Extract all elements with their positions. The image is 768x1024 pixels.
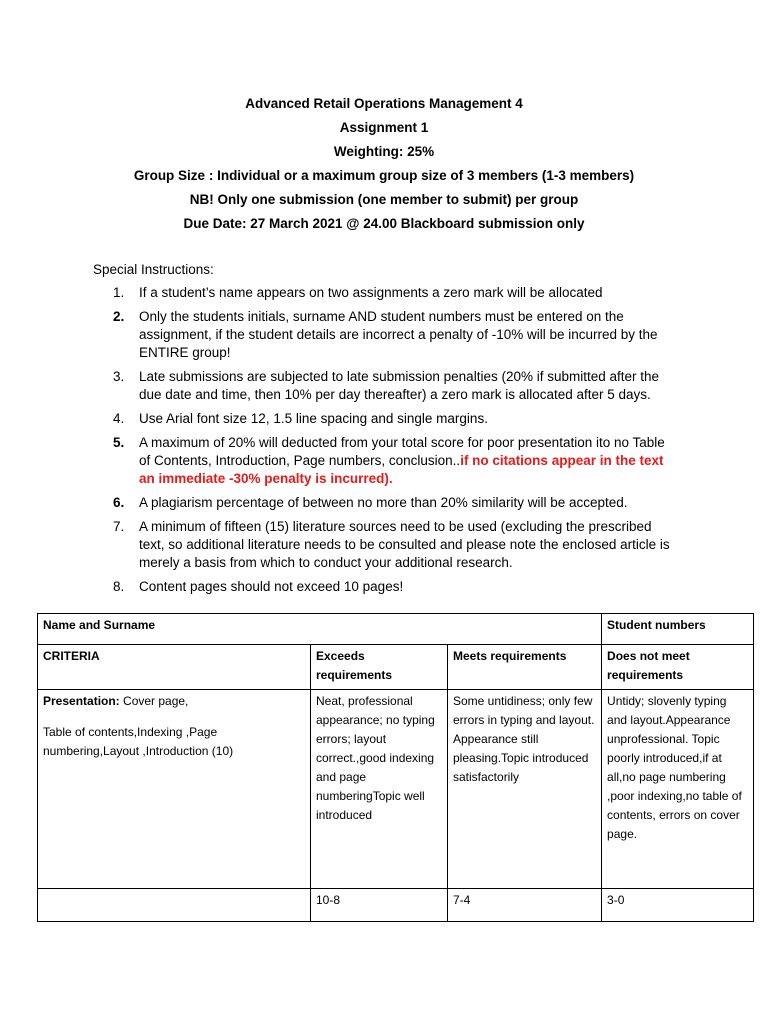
instruction-item [113, 368, 673, 404]
not-meet-description: Untidy; slovenly typing and layout.Appearance unprofessional. Topic poorly introduced,if at all,no page numbering ,poor indexing,no table of contents, errors on cover page. [602, 690, 754, 889]
due-date: Due Date: 27 March 2021 @ 24.00 Blackboard submission only [183, 216, 585, 231]
instruction-item [113, 308, 673, 362]
item-text: Content pages should not exceed 10 pages! [139, 579, 404, 594]
instruction-item [113, 410, 673, 428]
instruction-item [113, 518, 673, 572]
score-exceeds: 10-8 [311, 889, 448, 922]
exceeds-description: Neat, professional appearance; no typing errors; layout correct.,good indexing and page numberingTopic well introduced [311, 690, 448, 889]
item-number: 6. [113, 495, 125, 510]
item-number: 3. [113, 369, 125, 384]
item-number: 5. [113, 435, 125, 450]
item-text: Only the students initials, surname AND student numbers must be entered on the assignment, if the student details are incorrect a penalty of -10% will be incurred by the ENTIRE group! [139, 309, 658, 360]
student-numbers-cell: Student numbers [602, 614, 754, 645]
item-number: 7. [113, 519, 125, 534]
assignment-title: Assignment 1 [339, 120, 429, 135]
table-row [38, 645, 754, 690]
instructions-list [113, 284, 673, 602]
meets-description: Some untidiness; only few errors in typing and layout. Appearance still pleasing.Topic introduced satisfactorily [448, 690, 602, 889]
item-number: 4. [113, 411, 125, 426]
item-number: 8. [113, 579, 125, 594]
empty-score-cell [38, 889, 311, 922]
item-text: Use Arial font size 12, 1.5 line spacing and single margins. [139, 411, 488, 426]
course-title: Advanced Retail Operations Management 4 [245, 96, 523, 111]
item-text: Late submissions are subjected to late submission penalties (20% if submitted after the due date and time, then 10% per day thereafter) a zero mark is allocated after 5 days. [139, 369, 660, 402]
instruction-item [113, 578, 673, 596]
presentation-label: Presentation: [43, 694, 120, 708]
table-row [38, 690, 754, 889]
instruction-item [113, 284, 673, 302]
special-instructions-label: Special Instructions: [93, 262, 214, 277]
exceeds-header: Exceeds requirements [311, 645, 448, 690]
criteria-header: CRITERIA [38, 645, 311, 690]
weighting: Weighting: 25% [333, 144, 435, 159]
presentation-cover: Cover page, [119, 694, 189, 708]
table-row [38, 889, 754, 922]
score-not-meet: 3-0 [602, 889, 754, 922]
item-text: If a student’s name appears on two assignments a zero mark will be allocated [139, 285, 603, 300]
presentation-criteria-cell [38, 690, 311, 889]
name-surname-cell: Name and Surname [38, 614, 602, 645]
item-number: 2. [113, 309, 125, 324]
item-text: A minimum of fifteen (15) literature sources need to be used (excluding the prescribed text, so additional literature needs to be consulted and please note the enclosed article is merely a basis from which to conduct your additional research. [139, 519, 670, 570]
score-meets: 7-4 [448, 889, 602, 922]
item-number: 1. [113, 285, 125, 300]
instruction-item [113, 494, 673, 512]
table-row [38, 614, 754, 645]
group-size: Group Size : Individual or a maximum group size of 3 members (1-3 members) [133, 168, 635, 183]
not-meet-header: Does not meet requirements [602, 645, 754, 690]
submission-note: NB! Only one submission (one member to submit) per group [189, 192, 579, 207]
item-text: A maximum of 20% will deducted from your total score for poor presentation ito no Table of Contents, Introduction, Page numbers, conclusion.. [139, 435, 665, 468]
document-header [0, 92, 768, 236]
presentation-detail: Table of contents,Indexing ,Page numbering,Layout ,Introduction (10) [43, 725, 234, 758]
meets-header: Meets requirements [448, 645, 602, 690]
instruction-item [113, 434, 673, 488]
rubric-table [37, 613, 754, 922]
penalty-warning: if no citations appear in the text an immediate -30% penalty is incurred). [139, 453, 664, 486]
item-text: A plagiarism percentage of between no more than 20% similarity will be accepted. [139, 495, 628, 510]
